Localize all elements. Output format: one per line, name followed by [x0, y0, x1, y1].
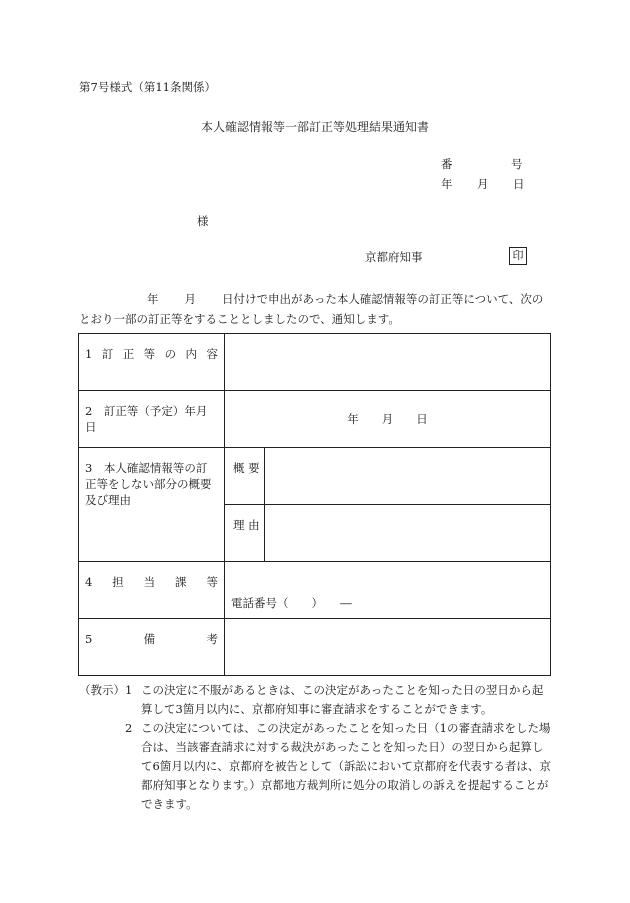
date-day-label: 日 — [513, 177, 525, 191]
body-text: 日付けで申出があった本人確認情報等の訂正等について、次のとおり一部の訂正等をすることとしましたので、通知します。 — [79, 292, 544, 326]
reason-label: 理 由 — [225, 505, 265, 562]
notes-heading: （教示） — [79, 683, 125, 697]
document-title: 本人確認情報等一部訂正等処理結果通知書 — [200, 120, 429, 134]
correction-result-table — [78, 333, 551, 676]
row-label-reason: 3 本人確認情報等の訂正等をしない部分の概要及び理由 — [79, 448, 225, 562]
instruction-notes — [79, 681, 551, 814]
table-row — [79, 562, 551, 619]
addressee-suffix: 様 — [197, 214, 209, 228]
body-year: 年 — [147, 292, 159, 306]
remarks-value-cell[interactable] — [225, 619, 551, 676]
date-year-label: 年 — [441, 177, 453, 191]
issuer-name: 京都府知事 — [365, 250, 423, 264]
reason-value-cell[interactable] — [265, 505, 551, 562]
table-row — [79, 448, 551, 505]
table-row — [79, 619, 551, 676]
row-label-remarks: 5 備 考 — [79, 619, 225, 676]
date-month-label: 月 — [477, 177, 489, 191]
number-label-ban: 番 — [441, 157, 453, 171]
summary-label: 概 要 — [225, 448, 265, 505]
correction-date-cell[interactable]: 年 月 日 — [225, 391, 551, 448]
list-item: （教示） 1 この決定に不服があるときは、この決定があったことを知った日の翌日から起算して3箇月以内に、京都府知事に審査請求をすることができます。 — [79, 681, 551, 719]
number-label-go: 号 — [511, 157, 523, 171]
list-item: 2 この決定については、この決定があったことを知った日（1の審査請求をした場合は、当該審査請求に対する裁決があったことを知った日）の翌日から起算して6箇月以内に、京都府を被告として（訴訟において京都府を代表する者は、京都府知事となります。）京都地方裁判所に処分の取消しの訴えを提起することができます。 — [125, 721, 551, 811]
content-value-cell[interactable] — [225, 334, 551, 391]
body-month: 月 — [184, 292, 196, 306]
summary-value-cell[interactable] — [265, 448, 551, 505]
phone-number-label: 電話番号（ ） ― — [231, 596, 352, 610]
notification-body — [79, 289, 551, 329]
department-value-cell[interactable] — [225, 562, 551, 619]
table-row — [79, 391, 551, 448]
seal-mark: 印 — [509, 247, 527, 265]
table-row — [79, 334, 551, 391]
form-number-label: 第7号様式（第11条関係） — [79, 80, 216, 94]
row-label-content: 1 訂 正 等 の 内 容 — [79, 334, 225, 391]
row-label-department: 4 担 当 課 等 — [79, 562, 225, 619]
row-label-date: 2 訂正等（予定）年月日 — [79, 391, 225, 448]
